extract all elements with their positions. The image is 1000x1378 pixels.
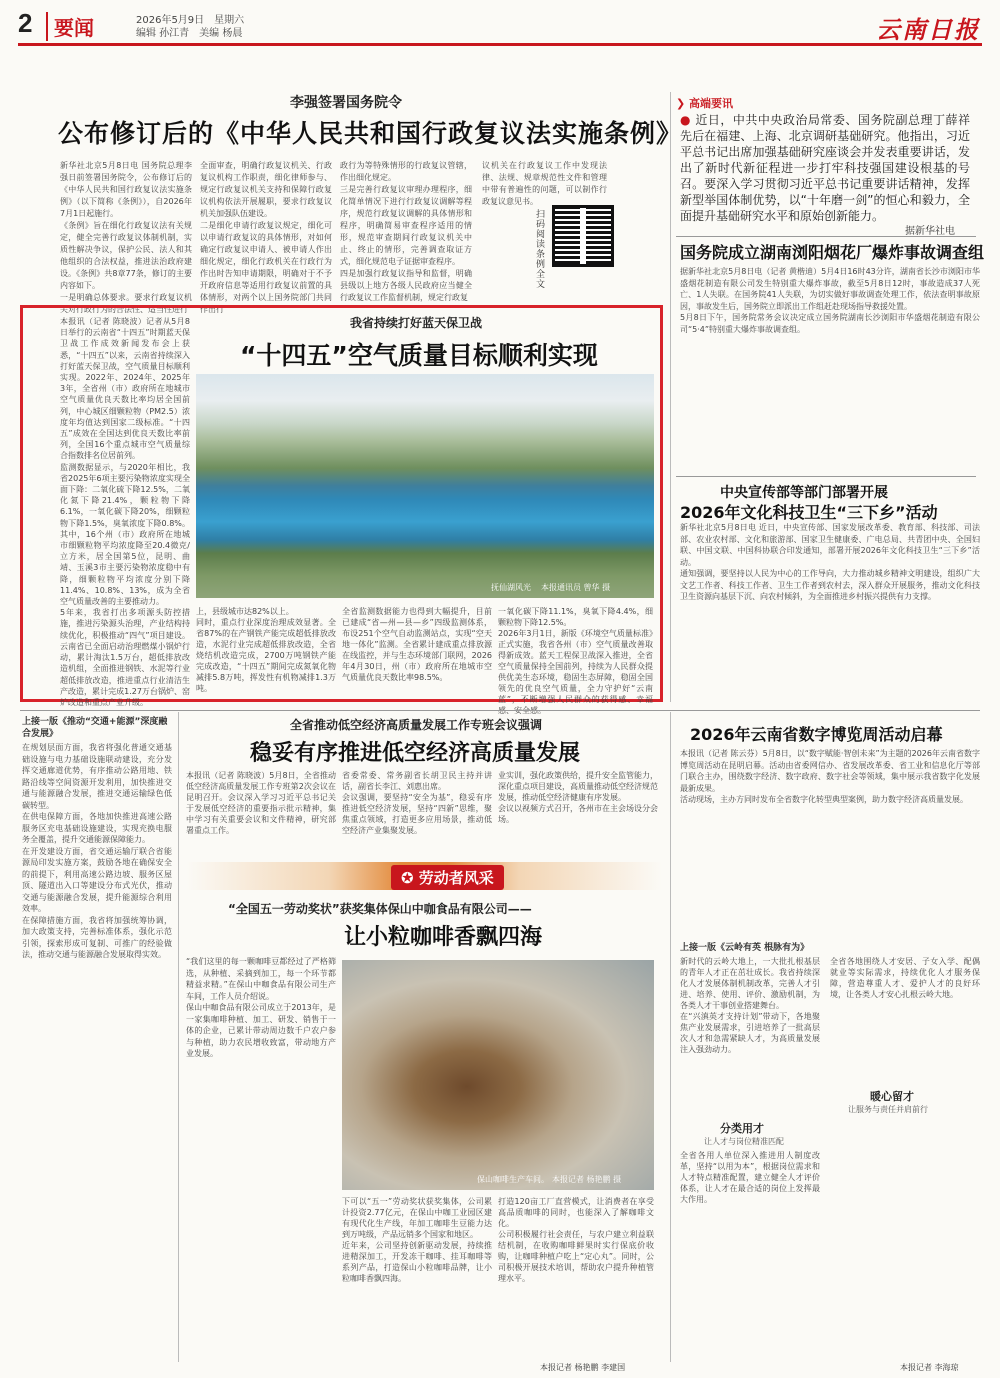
section-rule	[20, 710, 980, 711]
column-divider	[178, 712, 179, 1362]
lowalt-col-2: 省委常委、常务副省长胡卫民主持并讲话，副省长李江、刘惠出席。 会议强调，要坚持“安全为基”，稳妥有序推进低空经济发展，坚持“四新”思维，聚焦重点领域，打造更多应用场景，推动低空经济产业集聚发展。	[342, 771, 492, 835]
featured-under-col-2: 全省监测数据能力也得到大幅提升，目前已建成“省—州—县—乡”四级监测体系，布设251个空气自动监测站点，实现“空天地一体化”监测。全省累计建成重点排放源在线监控，并与生态环境部门联网，2026年4月30日，州（市）政府所在地城市空气质量优良天数比率98.5%。	[342, 607, 492, 682]
lead-col-4: 议机关在行政复议工作中发现法律、法规、规章规范性文件和管理中带有普遍性的问题，可以制作行政复议意见书。	[482, 161, 607, 206]
sub-heading-2-caption: 让服务与责任并肩前行	[848, 1105, 928, 1114]
lowalt-headline: 稳妥有序推进低空经济高质量发展	[250, 741, 581, 766]
brief-text	[680, 112, 970, 224]
section-name: 要闻	[46, 12, 94, 41]
right-lower-text-3a: 全省各地围绕人才安居、子女入学、配偶就业等实际需求，持续优化人才服务保障，营造尊重人才、爱护人才的良好环境，让各类人才安心扎根云岭大地。	[830, 957, 980, 999]
labor-banner	[186, 862, 662, 890]
qr-code[interactable]	[552, 205, 614, 267]
culture-headline-2: 2026年文化科技卫生“三下乡”活动	[680, 503, 938, 522]
labor-col-1: “我们这里的每一颗咖啡豆都经过了严格筛选，从种植、采摘到加工，每一个环节都精益求精。”在保山中咖食品有限公司生产车间，工作人员介绍说。 保山中咖食品有限公司成立于2013年，是一家集咖啡种植、加工、研发、销售于一体的企业，已累计带动周边数千户农户参与种植，助力农民增收致富，带动地方产业发展。	[186, 957, 336, 1058]
left-story-intro: 上接一版《推动“交通+能源”深度融合发展》	[22, 717, 168, 739]
labor-credit: 本报记者 杨艳鹏 李建国	[540, 1363, 626, 1372]
lead-col-3: 政行为等特殊情形的行政复议管辖，作出细化规定。 三是完善行政复议审理办理程序，细化简单情况下进行行政复议调解等程序，规范行政复议调解的具体情形和程序，明确简易审查程序适用的情形，规范审查期间行政复议机关中止、终止的情形，完善调查取证方式，细化规范电子证据审查程序。 四是加强行政复议指导和监督，明确县级以上地方各级人民政府应当健全行政复议工作监督机制，规定行政复	[340, 161, 472, 302]
featured-headline: “十四五”空气质量目标顺利实现	[240, 341, 598, 370]
chevron-icon: ❯	[676, 97, 690, 110]
featured-left-col: 本报讯（记者 陈晓波）记者从5月8日举行的云南省“十四五”时期蓝天保卫战工作成效新闻发布会上获悉，“十四五”以来，云南省持续深入打好蓝天保卫战，空气质量目标顺利实现。2022年、2024年、2025年3年，全省州（市）政府所在地城市空气质量优良天数比率均居全国前列，中心城区细颗粒物（PM2.5）浓度年均值达到国家二级标准。“十四五”成效在全国达到优良天数比率前列，全国16个重点城市空气质量综合指数排名位居前列。 监测数据显示，与2020年相比，我省2025年6项主要污染物浓度实现全面下降：二氧化硫下降12.5%，二氧化氮下降21.4%，颗粒物下降6.1%，一氧化碳下降20%，细颗粒物下降1.5%，臭氧浓度下降0.8%。其中，16个州（市）政府所在地城市细颗粒物平均浓度降至20.4微克/立方米，居全国第5位，昆明、曲靖、玉溪3市主要污染物浓度稳中有降，细颗粒物平均浓度分别下降11.4%、10.8%、13%，成为全省空气质量改善的主要推动力。 5年来，我省打出多项源头防控措施，推进污染源头治理，产业结构持续优化，积极推动“四气”项目建设。云南省已全面启动治理燃煤小锅炉行动，累计淘汰1.5万台，超低排放改造机组，全面推进钢铁、水泥等行业超低排放改造，推进重点行业清洁生产改造，累计完成1.27万台锅炉、窑炉改造和重点产业升级。	[60, 317, 190, 707]
right-lower-credit: 本报记者 李海琼	[900, 1363, 959, 1372]
fireworks-headline: 国务院成立湖南浏阳烟花厂爆炸事故调查组	[680, 243, 985, 262]
fireworks-text: 据新华社北京5月8日电（记者 黄楷迪）5月4日16时43分许，湖南省长沙市浏阳市华盛烟花制造有限公司发生特别重大爆炸事故，截至5月8日12时，事故造成37人死亡、1人失联。在国务院41人失联，为切实做好事故调查处理工作，依法查明事故原因，事故发生后，国务院立即派出工作组赶赴现场指导救援处置。 5月8日下午，国务院常务会议决定成立国务院湖南长沙浏阳市华盛烟花制造有限公司“5·4”特别重大爆炸事故调查组。	[680, 267, 980, 334]
labor-kicker: “全国五一劳动奖状”获奖集体保山中咖食品有限公司——	[228, 902, 532, 916]
lead-kicker: 李强签署国务院令	[290, 95, 402, 111]
expo-text: 本报讯（记者 陈云芬）5月8日，以“数字赋能·智创未来”为主题的2026年云南省数字博览周活动在昆明启幕。活动由省委网信办、省发展改革委、省工业和信息化厅等部门联合主办，围绕数字经济、数字政府、数字社会等领域，集中展示我省数字化发展最新成果。 活动现场，主办方同时发布全省数字化转型典型案例，助力数字经济高质量发展。	[680, 749, 980, 804]
rule	[676, 476, 976, 477]
page-number: 2	[18, 8, 33, 38]
right-lower-text: 新时代的云岭大地上，一大批扎根基层的青年人才正在茁壮成长。我省持续深化人才发展体制机制改革，完善人才引进、培养、使用、评价、激励机制，为各类人才干事创业搭建舞台。 在“兴滇英才支持计划”带动下，各地聚焦产业发展需求，引进培养了一批高层次人才和急需紧缺人才，为高质量发展注入强劲动力。	[680, 957, 820, 1054]
expo-headline: 2026年云南省数字博览周活动启幕	[690, 725, 943, 744]
lead-headline: 公布修订后的《中华人民共和国行政复议法实施条例》	[58, 119, 683, 148]
labor-tag	[391, 865, 504, 890]
paper-logo: 云南日报	[876, 15, 980, 44]
photo-credit: 本报通讯员 曾华 摄	[541, 583, 611, 592]
coffee-factory-photo	[342, 960, 654, 1190]
featured-under-col-3: 一氧化碳下降11.1%，臭氧下降4.4%，细颗粒物下降12.5%。 2026年3月1日，新版《环境空气质量标准》正式实施，我省各州（市）空气质量改善取得新成效。蓝天工程保卫战深入推进，全省空气质量保持全国前列，持续为人民群众提供优美生态环境，稳固生态屏障，稳固全国领先的优良空气质量，全力守护好“云南蓝”，不断增强人民群众的获得感、幸福感、安全感。	[498, 607, 653, 715]
lead-col-1: 新华社北京5月8日电 国务院总理李强日前签署国务院令，公布修订后的《中华人民共和国行政复议法实施条例》（以下简称《条例》），自2026年7月1日起施行。 《条例》旨在细化行政复议法有关规定，健全完善行政复议体制机制，实质性解决争议，保护公民、法人和其他组织的合法权益，推进法治政府建设。《条例》共8章77条，修订的主要内容如下。 一是明确总体要求。要求行政复议机关对行政行为的合法性、适当性进行	[60, 161, 192, 314]
coffee-photo-caption: 保山咖啡生产车间。	[477, 1175, 549, 1184]
brief-tag-label: 高端要讯	[689, 97, 734, 110]
lowalt-col-1: 本报讯（记者 陈晓波）5月8日，全省推动低空经济高质量发展工作专班第2次会议在昆明召开。会议深入学习习近平总书记关于发展低空经济的重要指示批示精神，集中学习有关重要会议和文件精神，研究部署重点工作。	[186, 771, 336, 835]
right-lower-text-2: 全省各用人单位深入推进用人制度改革，坚持“以用为本”，根据岗位需求和人才特点精准配置，建立健全人才评价体系，让人才在最合适的岗位上发挥最大作用。	[680, 1151, 820, 1204]
photo-caption: 抚仙湖风光	[491, 583, 531, 592]
labor-col-2: 下可以“五一”劳动奖状获奖集体，公司累计投资2.77亿元，在保山中咖工业园区建有现代化生产线，年加工咖啡生豆能力达到万吨级，产品远销多个国家和地区。 近年来，公司坚持创新驱动发展，持续推进精深加工，开发冻干咖啡、挂耳咖啡等系列产品，打造保山小粒咖啡品牌，让小粒咖啡香飘四海。	[342, 1197, 492, 1283]
lead-col-2: 全面审查，明确行政复议机关、行政复议机构工作职责，细化律师参与、规定行政复议机关支持和保障行政复议机构依法开展履职，要求行政复议机关加强队伍建设。 二是细化申请行政复议规定，细化可以申请行政复议的具体情形，对如何确定行政复议申请人、被申请人作出细化规定，细化行政机关在行政行为作出时告知申请期限，明确对于不予开政府信息等适用行政复议前置的具体情形，对两个以上国务院部门共同作出行	[200, 161, 332, 314]
qr-caption: 扫码阅读条例全文	[536, 210, 546, 290]
rule	[676, 236, 976, 237]
lowalt-col-3: 业实训，强化政策供给，提升安全监管能力，深化重点项目建设，高质量推动低空经济规范发展，推动低空经济健康有序发展。 会议以视频方式召开，各州市在主会场设分会场。	[498, 771, 658, 824]
brief-tag	[676, 95, 733, 111]
column-divider	[670, 92, 671, 702]
masthead	[18, 8, 982, 46]
labor-banner-label: 劳动者风采	[418, 869, 494, 887]
sub-heading-1-caption: 让人才与岗位精准匹配	[704, 1137, 784, 1146]
brief-credit: 据新华社电	[905, 226, 955, 237]
right-lower-intro: 上接一版《云岭有英 根脉有为》	[680, 943, 810, 953]
featured-under-col-1: 上，县级城市达82%以上。 同时，重点行业深度治理成效显著。全省87%的在产钢铁产能完成超低排放改造，水泥行业完成超低排放改造，全省烧结机改造完成，2700万吨钢铁产能完成改造，“十四五”期间完成氮氧化物减排5.8万吨，挥发性有机物减排1.3万吨。	[196, 607, 336, 693]
date-line-2: 编辑 孙江青 美编 杨晨	[136, 28, 243, 39]
star-icon: ✪	[401, 869, 419, 887]
labor-col-3: 打造120亩工厂直营模式，让消费者在享受高品质咖啡的同时，也能深入了解咖啡文化。 公司积极履行社会责任，与农户建立利益联结机制，在收购咖啡鲜果时实行保底价收购，让咖啡种植户吃上“定心丸”。同时，公司积极开展技术培训，帮助农户提升种植管理水平。	[498, 1197, 654, 1283]
sub-heading-2: 暖心留才	[870, 1090, 914, 1103]
lowalt-kicker: 全省推动低空经济高质量发展工作专班会议强调	[290, 718, 543, 732]
left-story-text: 在规划层面方面，我省将强化普通交通基础设施与电力基础设施联动建设，充分发挥交通廊道优势，有序推动公路用地、铁路沿线等空间资源开发利用，加快推进交通与能源融合发展，推进交通运输绿色低碳转型。 在供电保障方面，各地加快推进高速公路服务区充电基础设施建设，实现充换电服务全覆盖，提升交通能源保障能力。 在开发建设方面，省交通运输厅联合省能源局印发实施方案，鼓励各地在确保安全的前提下，利用高速公路边坡、服务区屋顶、隧道出入口等建设分布式光伏，推动交通与能源融合发展，提升能源综合利用效率。 在保障措施方面，我省将加强统筹协调，加大政策支持，完善标准体系，强化示范引领，探索形成可复制、可推广的经验做法，推动交通与能源融合发展取得实效。	[22, 743, 172, 959]
labor-headline: 让小粒咖啡香飘四海	[344, 925, 543, 950]
brief-body: 近日，中共中央政治局常委、国务院副总理丁薛祥先后在福建、上海、北京调研基础研究。他指出，习近平总书记出席加强基础研究座谈会并发表重要讲话，发出了新时代新征程进一步打牢科技强国建设根基的号召。要深入学习贯彻习近平总书记重要讲话精神，发挥新型举国体制优势，以“十年磨一剑”的恒心和毅力，全面提升基础研究水平和原始创新能力。	[680, 113, 970, 223]
lake-photo	[196, 374, 654, 598]
date-line-1: 2026年5月9日 星期六	[136, 15, 245, 26]
culture-text: 新华社北京5月8日电 近日，中央宣传部、国家发展改革委、教育部、科技部、司法部、农业农村部、文化和旅游部、国家卫生健康委、广电总局、共青团中央、全国妇联、中国文联、中国科协联合印发通知，部署开展2026年文化科技卫生“三下乡”活动。 通知强调，要坚持以人民为中心的工作导向，大力推动城乡精神文明建设，组织广大文艺工作者、科技工作者、卫生工作者到农村去，深入群众开展服务，推动文化科技卫生资源向基层下沉、向农村倾斜，为全面推进乡村振兴提供有力支撑。	[680, 523, 980, 601]
featured-kicker: 我省持续打好蓝天保卫战	[350, 316, 483, 330]
coffee-photo-credit: 本报记者 杨艳鹏 摄	[552, 1175, 622, 1184]
column-divider	[670, 712, 671, 1362]
bullet-dot-icon: ●	[680, 113, 696, 127]
culture-headline-1: 中央宣传部等部门部署开展	[720, 485, 888, 501]
dateline	[136, 14, 244, 40]
sub-heading-1: 分类用才	[720, 1122, 764, 1135]
